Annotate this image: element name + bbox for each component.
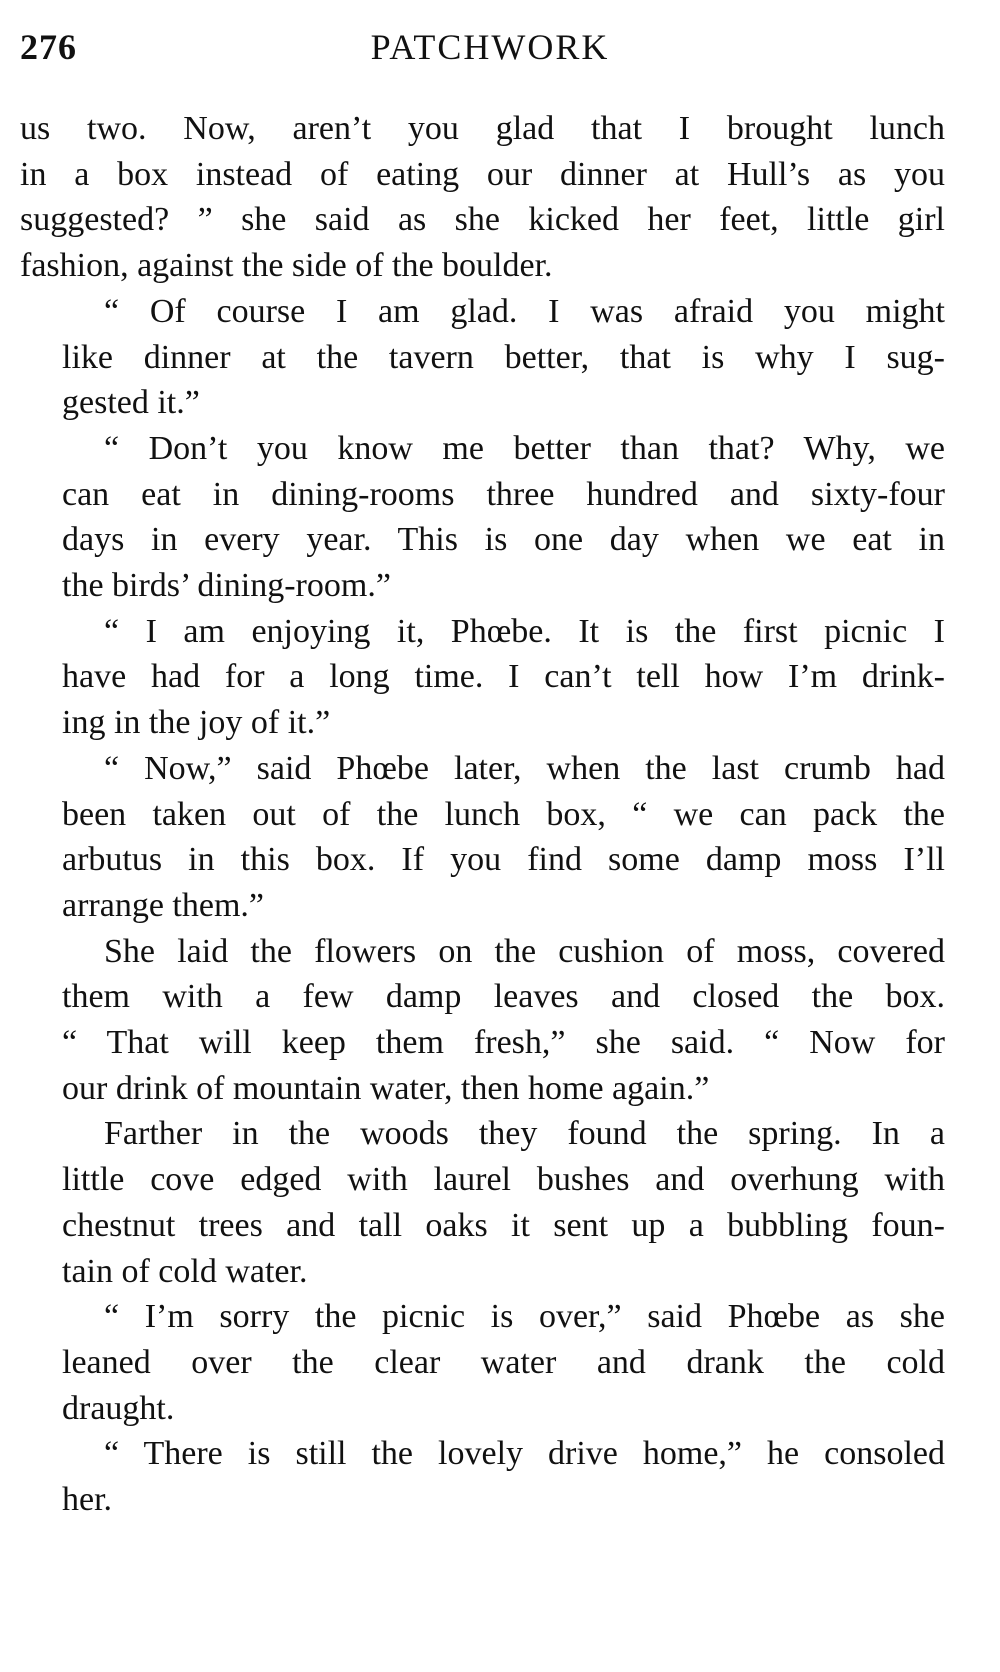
text-line: arbutus in this box. If you find some damp moss I’ll (62, 841, 945, 879)
text-line: arrange them.” (62, 886, 264, 924)
paragraph (20, 1294, 945, 1431)
text-line: ing in the joy of it.” (62, 704, 331, 742)
running-head (20, 26, 960, 76)
text-line: little cove edged with laurel bushes and overhung with (62, 1161, 945, 1199)
text-line: like dinner at the tavern better, that is why I sug- (62, 338, 945, 376)
text-line: us two. Now, aren’t you glad that I brought lunch (20, 110, 945, 147)
text-line: in a box instead of eating our dinner at Hull’s as you (20, 155, 945, 193)
text-line: “ Don’t you know me better than that? Why, we (104, 429, 945, 467)
text-line: fashion, against the side of the boulder. (20, 247, 553, 285)
text-line: our drink of mountain water, then home again.” (62, 1069, 710, 1107)
text-line: tain of cold water. (62, 1252, 308, 1290)
paragraph (20, 1431, 945, 1522)
paragraph (20, 106, 945, 289)
text-line: “ I’m sorry the picnic is over,” said Phœbe as she (104, 1298, 945, 1336)
text-line: days in every year. This is one day when we eat in (62, 521, 945, 559)
text-line: gested it.” (62, 384, 200, 422)
text-line: can eat in dining-rooms three hundred and sixty-four (62, 475, 945, 513)
text-line: “ There is still the lovely drive home,” he consoled (104, 1435, 945, 1473)
text-line: have had for a long time. I can’t tell how I’m drink- (62, 658, 945, 696)
text-line: “ I am enjoying it, Phœbe. It is the first picnic I (104, 612, 945, 650)
body-text (20, 106, 945, 1523)
paragraph (20, 1111, 945, 1294)
text-line: the birds’ dining-room.” (62, 567, 391, 605)
paragraph (20, 929, 945, 1112)
paragraph (20, 426, 945, 609)
text-line: She laid the flowers on the cushion of moss, covered (104, 932, 945, 970)
text-line: “ That will keep them fresh,” she said. “ Now for (62, 1024, 945, 1062)
paragraph (20, 289, 945, 426)
text-line: suggested? ” she said as she kicked her feet, little girl (20, 201, 945, 239)
page-header-title: PATCHWORK (370, 27, 610, 67)
text-line: chestnut trees and tall oaks it sent up a bubbling foun- (62, 1206, 945, 1244)
text-line: “ Now,” said Phœbe later, when the last crumb had (104, 749, 945, 787)
text-line: draught. (62, 1389, 175, 1427)
page-number: 276 (20, 27, 77, 67)
text-line: Farther in the woods they found the spring. In a (104, 1115, 945, 1153)
paragraph (20, 746, 945, 929)
text-line: “ Of course I am glad. I was afraid you might (104, 292, 945, 330)
text-line: been taken out of the lunch box, “ we can pack the (62, 795, 945, 833)
text-line: them with a few damp leaves and closed the box. (62, 978, 945, 1016)
text-line: her. (62, 1481, 113, 1519)
text-line: leaned over the clear water and drank the cold (62, 1343, 945, 1381)
paragraph (20, 609, 945, 746)
